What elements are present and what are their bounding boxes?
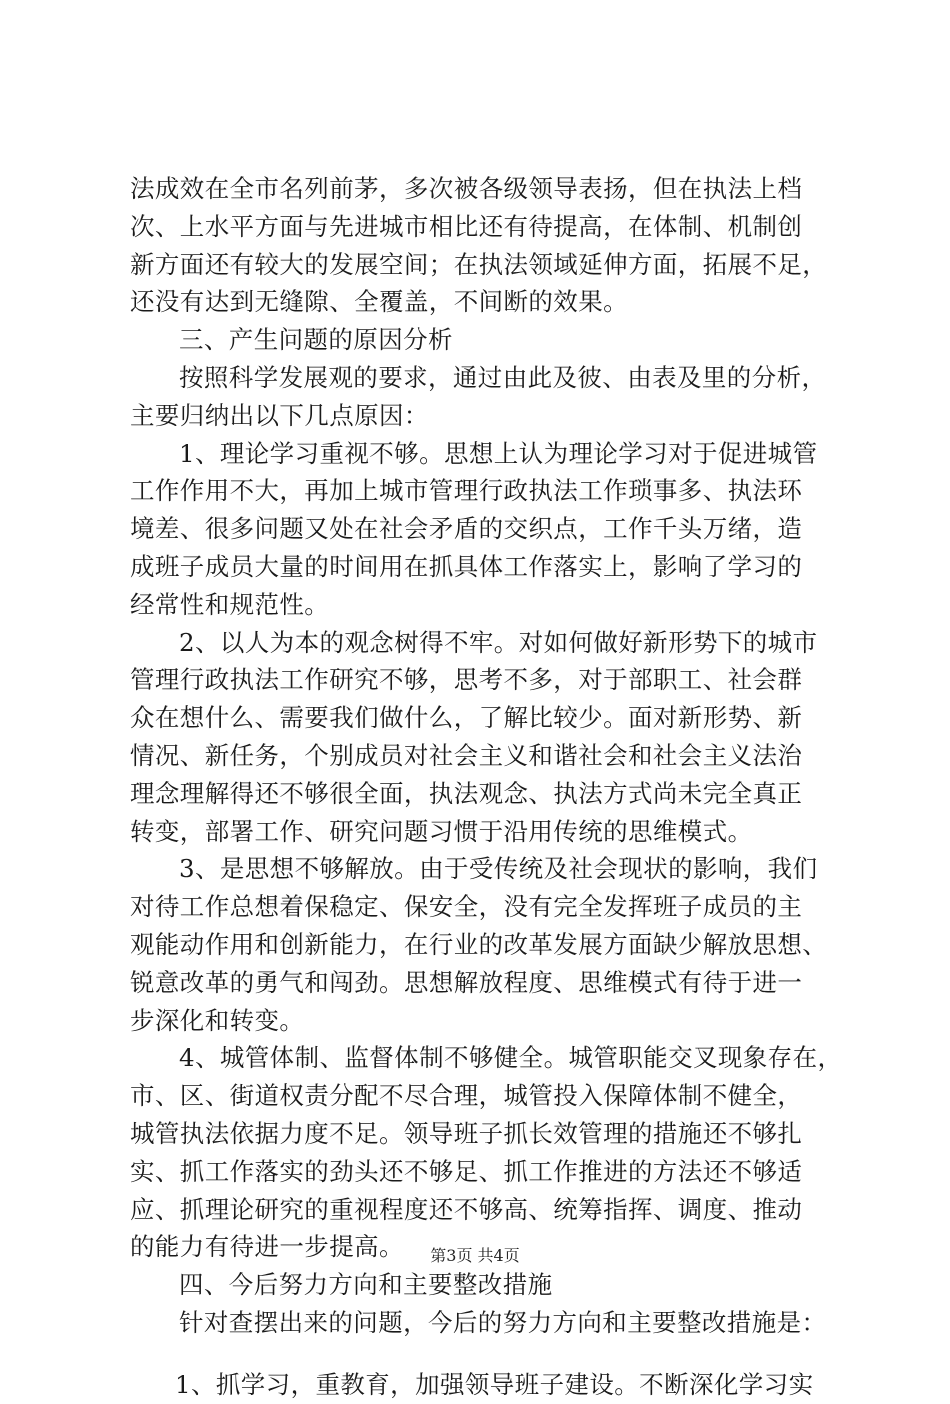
text-line: 主要归纳出以下几点原因：	[130, 400, 429, 430]
text-line: 众在想什么、需要我们做什么，了解比较少。面对新形势、新	[130, 703, 803, 733]
text-line: 步深化和转变。	[130, 1005, 305, 1035]
text-line: 理念理解得还不够很全面，执法观念、执法方式尚未完全真正	[130, 778, 803, 808]
text-line: 市、区、街道权责分配不尽合理，城管投入保障体制不健全，	[130, 1081, 803, 1111]
text-line: 经常性和规范性。	[130, 589, 330, 619]
paragraph-gap	[130, 1342, 835, 1366]
document-body	[130, 170, 843, 1404]
text-line: 成班子成员大量的时间用在抓具体工作落实上，影响了学习的	[130, 551, 803, 581]
text-line: 转变，部署工作、研究问题习惯于沿用传统的思维模式。	[130, 816, 753, 846]
text-line: 次、上水平方面与先进城市相比还有待提高，在体制、机制创	[130, 211, 803, 241]
section-heading: 四、今后努力方向和主要整改措施	[179, 1270, 553, 1300]
text-line: 2、以人为本的观念树得不牢。对如何做好新形势下的城市	[179, 627, 818, 657]
text-line: 应、抓理论研究的重视程度还不够高、统筹指挥、调度、推动	[130, 1194, 803, 1224]
text-line: 对待工作总想着保稳定、保安全，没有完全发挥班子成员的主	[130, 892, 803, 922]
page-footer: 第3页 共4页	[430, 1246, 520, 1265]
text-line: 观能动作用和创新能力，在行业的改革发展方面缺少解放思想、	[130, 929, 828, 959]
text-line: 实、抓工作落实的劲头还不够足、抓工作推进的方法还不够适	[130, 1156, 803, 1186]
text-line: 城管执法依据力度不足。领导班子抓长效管理的措施还不够扎	[130, 1118, 803, 1148]
text-line: 情况、新任务，个别成员对社会主义和谐社会和社会主义法治	[130, 740, 803, 770]
text-line: 4、城管体制、监督体制不够健全。城管职能交叉现象存在，	[179, 1043, 843, 1073]
text-line: 1、理论学习重视不够。思想上认为理论学习对于促进城管	[179, 438, 818, 468]
text-line: 按照科学发展观的要求，通过由此及彼、由表及里的分析，	[179, 362, 827, 392]
text-line: 管理行政执法工作研究不够，思考不多，对于部职工、社会群	[130, 665, 803, 695]
text-line: 针对查摆出来的问题，今后的努力方向和主要整改措施是：	[179, 1307, 827, 1337]
section-heading: 三、产生问题的原因分析	[179, 325, 453, 355]
text-line: 锐意改革的勇气和闯劲。思想解放程度、思维模式有待于进一	[130, 967, 803, 997]
text-line: 的能力有待进一步提高。	[130, 1232, 404, 1262]
text-line: 法成效在全市名列前茅，多次被各级领导表扬，但在执法上档	[130, 174, 803, 203]
text-line: 3、是思想不够解放。由于受传统及社会现状的影响，我们	[179, 854, 818, 884]
text-line: 还没有达到无缝隙、全覆盖，不间断的效果。	[130, 287, 628, 317]
text-line: 1、抓学习，重教育，加强领导班子建设。不断深化学习实	[175, 1369, 814, 1399]
text-line: 新方面还有较大的发展空间；在执法领域延伸方面，拓展不足，	[130, 249, 828, 279]
text-line: 境差、很多问题又处在社会矛盾的交织点，工作千头万绪，造	[130, 514, 803, 544]
text-line: 工作作用不大，再加上城市管理行政执法工作琐事多、执法环	[130, 476, 803, 506]
